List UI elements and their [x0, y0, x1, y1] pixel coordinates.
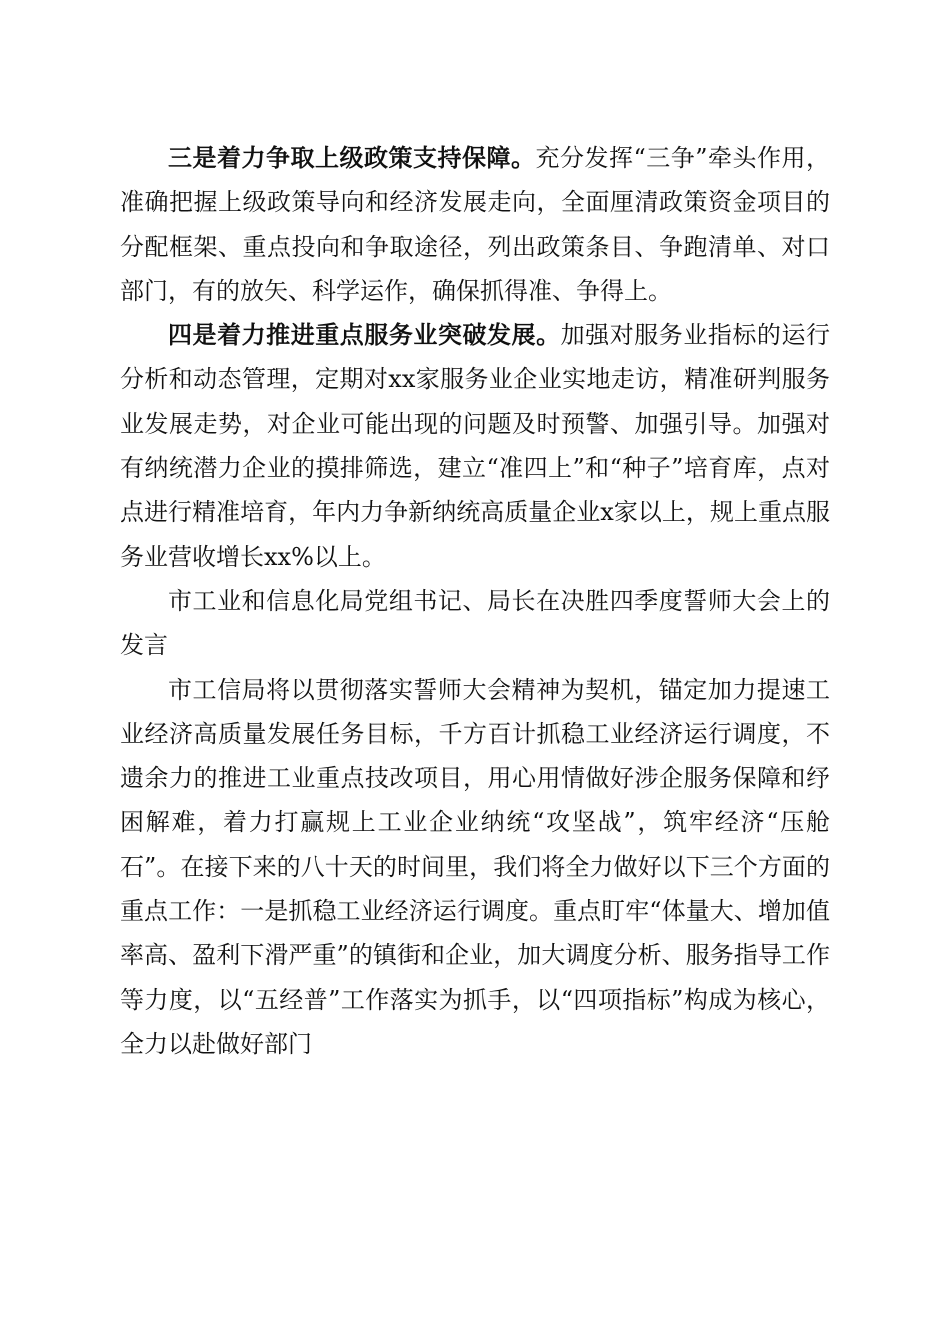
paragraph-policy-support [120, 136, 830, 313]
document-body [120, 136, 830, 1066]
speech-title [120, 579, 830, 668]
paragraph-heading: 四是着力推进重点服务业突破发展。 [168, 320, 561, 350]
paragraph-text: 市工业和信息化局党组书记、局长在决胜四季度誓师大会上的发言 [120, 586, 830, 660]
paragraph-heading: 三是着力争取上级政策支持保障。 [168, 143, 536, 172]
paragraph-text: 市工信局将以贯彻落实誓师大会精神为契机，锚定加力提速工业经济高质量发展任务目标，千方百计抓稳工业经济运行调度，不遗余力的推进工业重点技改项目，用心用情做好涉企服务保障和纾困解难，着力打赢规上工业企业纳统“攻坚战”，筑牢经济“压舱石”。在接下来的八十天的时间里，我们将全力做好以下三个方面的重点工作：一是抓稳工业经济运行调度。重点盯牢“体量大、增加值率高、盈利下滑严重”的镇街和企业，加大调度分析、服务指导工作等力度，以“五经普”工作落实为抓手，以“四项指标”构成为核心，全力以赴做好部门 [120, 675, 830, 1058]
paragraph-service-industry [120, 313, 830, 579]
paragraph-text: 加强对服务业指标的运行分析和动态管理，定期对xx家服务业企业实地走访，精准研判服务业发展走势，对企业可能出现的问题及时预警、加强引导。加强对有纳统潜力企业的摸排筛选，建立“准四上”和“种子”培育库，点对点进行精准培育，年内力争新纳统高质量企业x家以上，规上重点服务业营收增长xx%以上。 [120, 321, 831, 571]
paragraph-speech-body [120, 668, 830, 1067]
paragraph-text: 充分发挥“三争”牵头作用，准确把握上级政策导向和经济发展走向，全面厘清政策资金项目的分配框架、重点投向和争取途径，列出政策条目、争跑清单、对口部门，有的放矢、科学运作，确保抓得准、争得上。 [120, 144, 831, 305]
